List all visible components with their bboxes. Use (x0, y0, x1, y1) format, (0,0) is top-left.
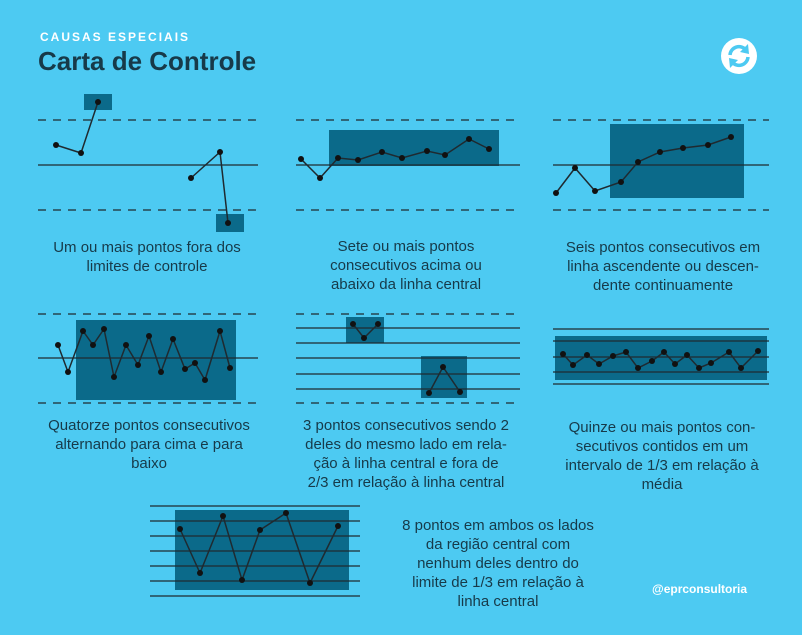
caption-rule-2: Sete ou mais pontos consecutivos acima ou abaixo da linha central (330, 238, 482, 293)
chart-out-of-limits (38, 90, 258, 235)
chart-six-ascending (553, 112, 769, 220)
caption-rule-6: Quinze ou mais pontos con- secutivos contidos em um intervalo de 1/3 em relação à média (565, 419, 759, 493)
caption-rule-7: 8 pontos em ambos os lados da região central com nenhum deles dentro do limite de 1/3 em relação à linha central (402, 517, 594, 610)
page-title: Carta de Controle (38, 46, 257, 76)
header-kicker: CAUSAS ESPECIAIS (40, 30, 191, 44)
chart-eight-both-sides (150, 496, 360, 608)
chart-fifteen-within-third (553, 326, 769, 388)
caption-rule-5: 3 pontos consecutivos sendo 2 deles do mesmo lado em rela- ção à linha central e fora de 2/3 em relação à linha central (303, 417, 509, 491)
chart-two-of-three-beyond (296, 310, 520, 408)
caption-rule-4: Quatorze pontos consecutivos alternando para cima e para baixo (48, 417, 250, 472)
caption-rule-3: Seis pontos consecutivos em linha ascendente ou descen- dente continuamente (565, 239, 761, 294)
chart-seven-above-center (296, 112, 520, 220)
refresh-arrows-icon (719, 36, 759, 76)
footer-handle: @eprconsultoria (652, 582, 748, 596)
chart-fourteen-alternating (38, 310, 258, 408)
caption-rule-1: Um ou mais pontos fora dos limites de controle (53, 239, 241, 275)
